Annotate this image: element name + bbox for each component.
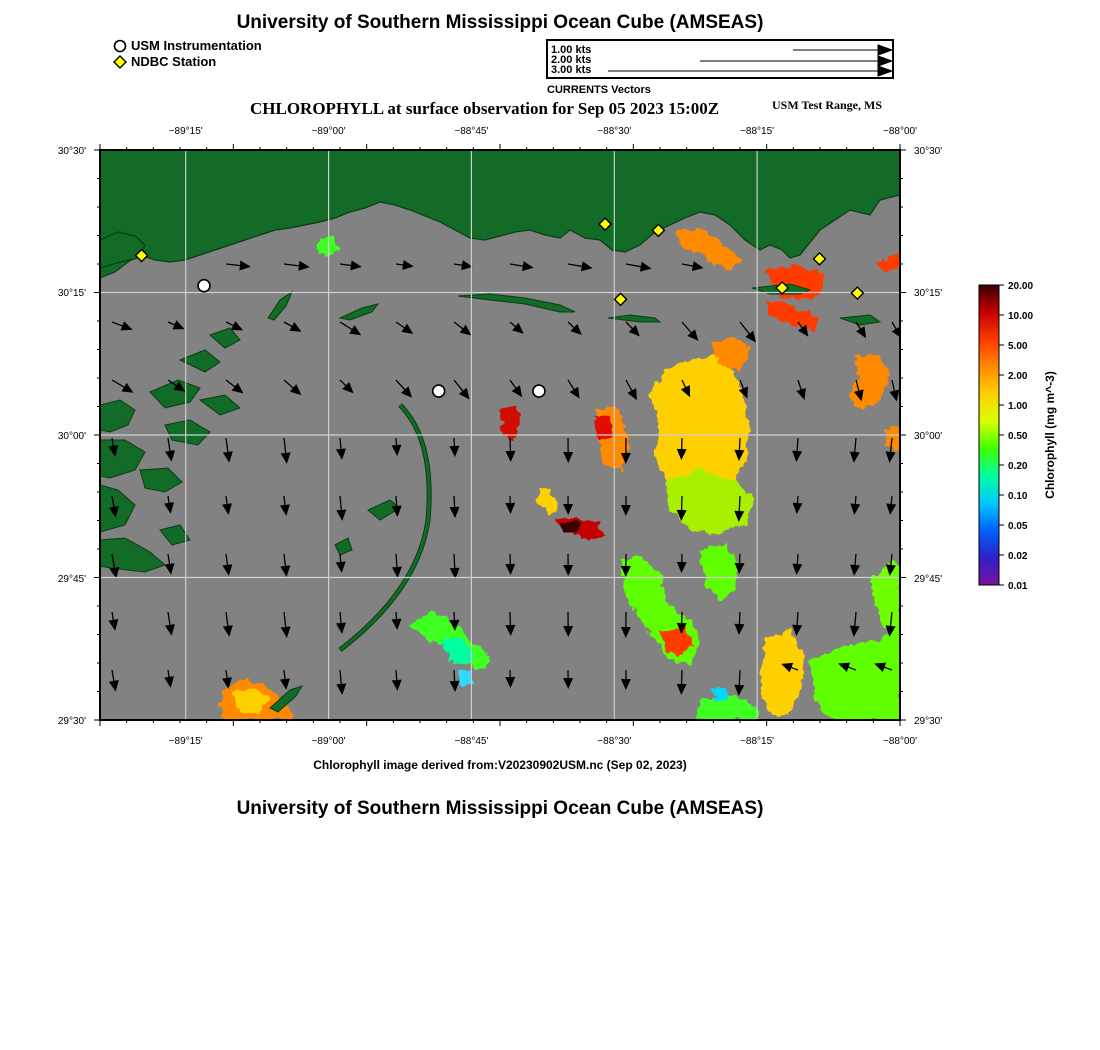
colorbar [970,276,1095,596]
usm-station-marker[interactable] [533,385,545,397]
source-note: Chlorophyll image derived from:V20230902USM.nc (Sep 02, 2023) [313,758,687,772]
x-tick-top-6: −88°00' [883,126,917,137]
x-tick-bottom-2: −89°00' [311,736,346,747]
colorbar-tick-label: 0.10 [1008,491,1028,502]
y-tick-left-4: 29°45' [57,574,86,585]
y-tick-left-5: 29°30' [57,716,86,727]
x-tick-top-3: −88°45' [454,126,489,137]
x-tick-top-4: −88°30' [597,126,632,137]
usm-station-marker[interactable] [433,385,445,397]
colorbar-tick-label: 2.00 [1008,371,1028,382]
colorbar-tick-label: 10.00 [1008,311,1034,322]
x-tick-bottom-1: −89°15' [168,736,203,747]
y-tick-left-1: 30°30' [57,146,86,157]
colorbar-tick-label: 5.00 [1008,341,1028,352]
range-label: USM Test Range, MS [772,98,883,112]
y-tick-right-1: 30°30' [914,146,943,157]
x-tick-top-2: −89°00' [311,126,346,137]
vector-key-label-1: 1.00 kts [551,44,592,56]
x-tick-bottom-3: −88°45' [454,736,489,747]
colorbar-segments [979,285,999,585]
vector-key-label-2: 2.00 kts [551,54,592,66]
colorbar-tick-label: 0.20 [1008,461,1028,472]
x-tick-bottom-6: −88°00' [883,736,917,747]
x-tick-top-1: −89°15' [168,126,203,137]
colorbar-tick-label: 0.50 [1008,431,1028,442]
vector-key-title: CURRENTS Vectors [547,84,651,96]
y-tick-right-2: 30°15' [914,288,943,299]
usm-station-marker[interactable] [198,280,210,292]
y-tick-left-3: 30°00' [57,431,86,442]
colorbar-tick-label: 0.05 [1008,521,1028,532]
y-tick-right-4: 29°45' [914,574,943,585]
y-tick-right-5: 29°30' [914,716,943,727]
map-subtitle: CHLOROPHYLL at surface observation for Sep 05 2023 15:00Z [250,99,720,118]
y-tick-left-2: 30°15' [57,288,86,299]
x-tick-bottom-5: −88°15' [740,736,775,747]
colorbar-tick-label: 0.01 [1008,581,1028,592]
vector-key-label-3: 3.00 kts [551,64,592,76]
usm-legend-label: USM Instrumentation [131,38,262,53]
colorbar-gradient [979,285,999,585]
x-tick-top-5: −88°15' [740,126,775,137]
colorbar-tick-label: 1.00 [1008,401,1028,412]
ndbc-legend-label: NDBC Station [131,54,217,69]
page-title: University of Southern Mississippi Ocean Cube (AMSEAS) [236,12,764,33]
footer-title: University of Southern Mississippi Ocean Cube (AMSEAS) [236,798,764,819]
colorbar-tick-label: 20.00 [1008,281,1034,292]
colorbar-label: Chlorophyll (mg m^-3) [1043,371,1057,499]
colorbar-ticks [999,281,1033,592]
y-tick-right-3: 30°00' [914,431,943,442]
colorbar-tick-label: 0.02 [1008,551,1028,562]
x-tick-bottom-4: −88°30' [597,736,632,747]
